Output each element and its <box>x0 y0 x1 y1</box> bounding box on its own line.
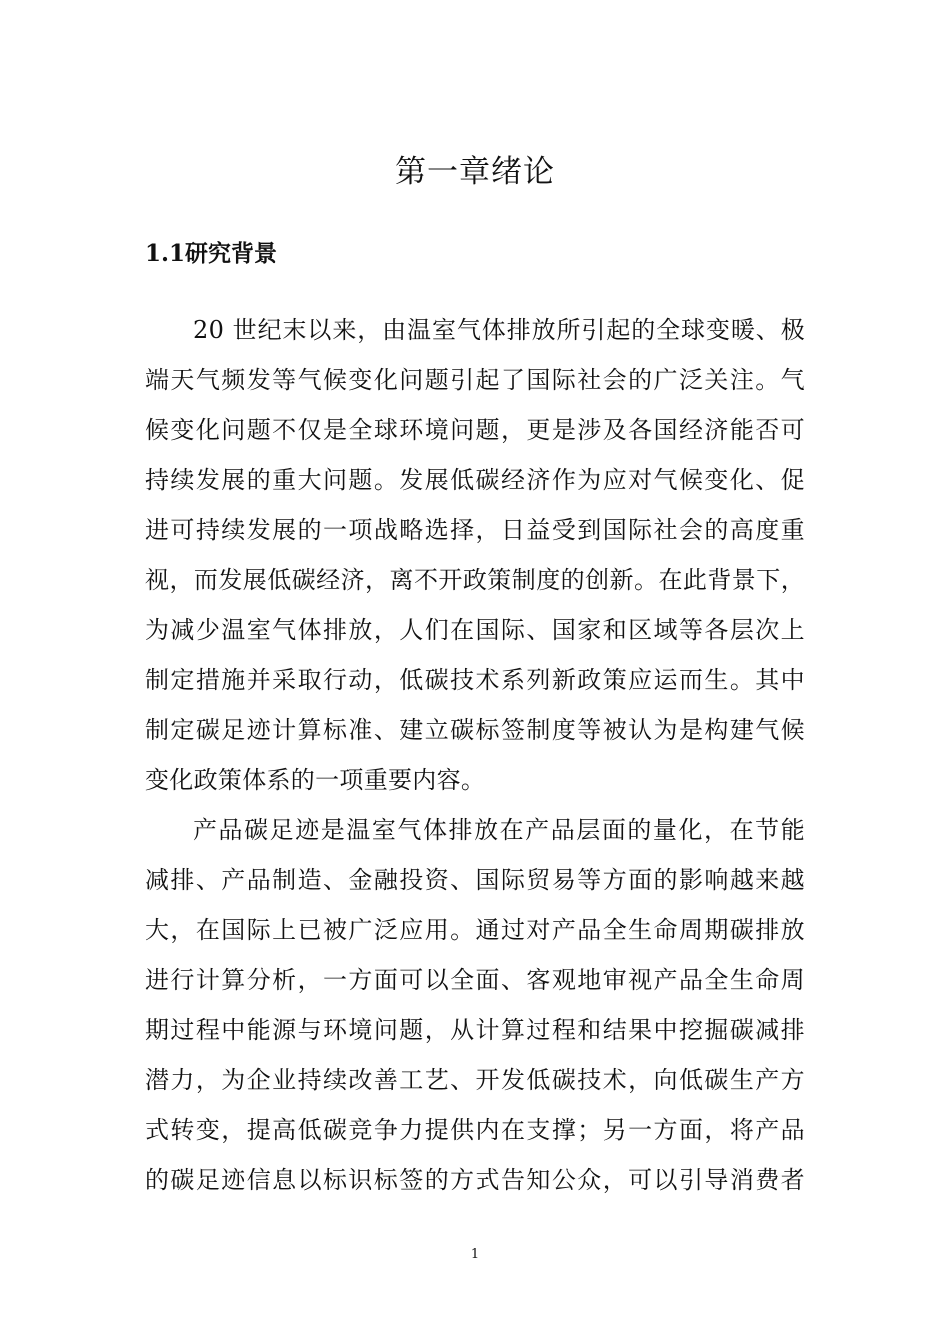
paragraph-line: 的碳足迹信息以标识标签的方式告知公众，可以引导消费者 <box>145 1166 805 1194</box>
paragraph-2 <box>145 805 805 1205</box>
paragraph-line: 候变化问题不仅是全球环境问题，更是涉及各国经济能否可 <box>145 416 805 444</box>
paragraph-line: 减排、产品制造、金融投资、国际贸易等方面的影响越来越 <box>145 866 805 894</box>
paragraph-line: 产品碳足迹是温室气体排放在产品层面的量化，在节能 <box>193 816 805 844</box>
paragraph-line: 制定措施并采取行动，低碳技术系列新政策应运而生。其中 <box>145 666 805 694</box>
paragraph-line: 进行计算分析，一方面可以全面、客观地审视产品全生命周 <box>145 966 805 994</box>
paragraph-line: 为减少温室气体排放，人们在国际、国家和区域等各层次上 <box>145 616 805 644</box>
paragraph-line: 制定碳足迹计算标准、建立碳标签制度等被认为是构建气候 <box>145 716 805 744</box>
section-heading: 1.1研究背景 <box>145 240 278 267</box>
paragraph-line: 端天气频发等气候变化问题引起了国际社会的广泛关注。气 <box>145 366 805 394</box>
paragraph-line: 视，而发展低碳经济，离不开政策制度的创新。在此背景下， <box>145 566 805 594</box>
paragraph-line: 大，在国际上已被广泛应用。通过对产品全生命周期碳排放 <box>145 916 805 944</box>
chapter-title: 第一章绪论 <box>395 154 555 190</box>
paragraph-line: 20 世纪末以来，由温室气体排放所引起的全球变暖、极 <box>193 316 805 344</box>
paragraph-line: 潜力，为企业持续改善工艺、开发低碳技术，向低碳生产方 <box>145 1066 805 1094</box>
paragraph-line: 式转变，提高低碳竞争力提供内在支撑；另一方面，将产品 <box>145 1116 805 1144</box>
paragraph-1 <box>145 305 805 805</box>
page-number: 1 <box>470 1247 480 1262</box>
paragraph-line: 期过程中能源与环境问题，从计算过程和结果中挖掘碳减排 <box>145 1016 805 1044</box>
paragraph-line: 进可持续发展的一项战略选择，日益受到国际社会的高度重 <box>145 516 805 544</box>
paragraph-line: 变化政策体系的一项重要内容。 <box>145 766 486 794</box>
paragraph-line: 持续发展的重大问题。发展低碳经济作为应对气候变化、促 <box>145 466 805 494</box>
